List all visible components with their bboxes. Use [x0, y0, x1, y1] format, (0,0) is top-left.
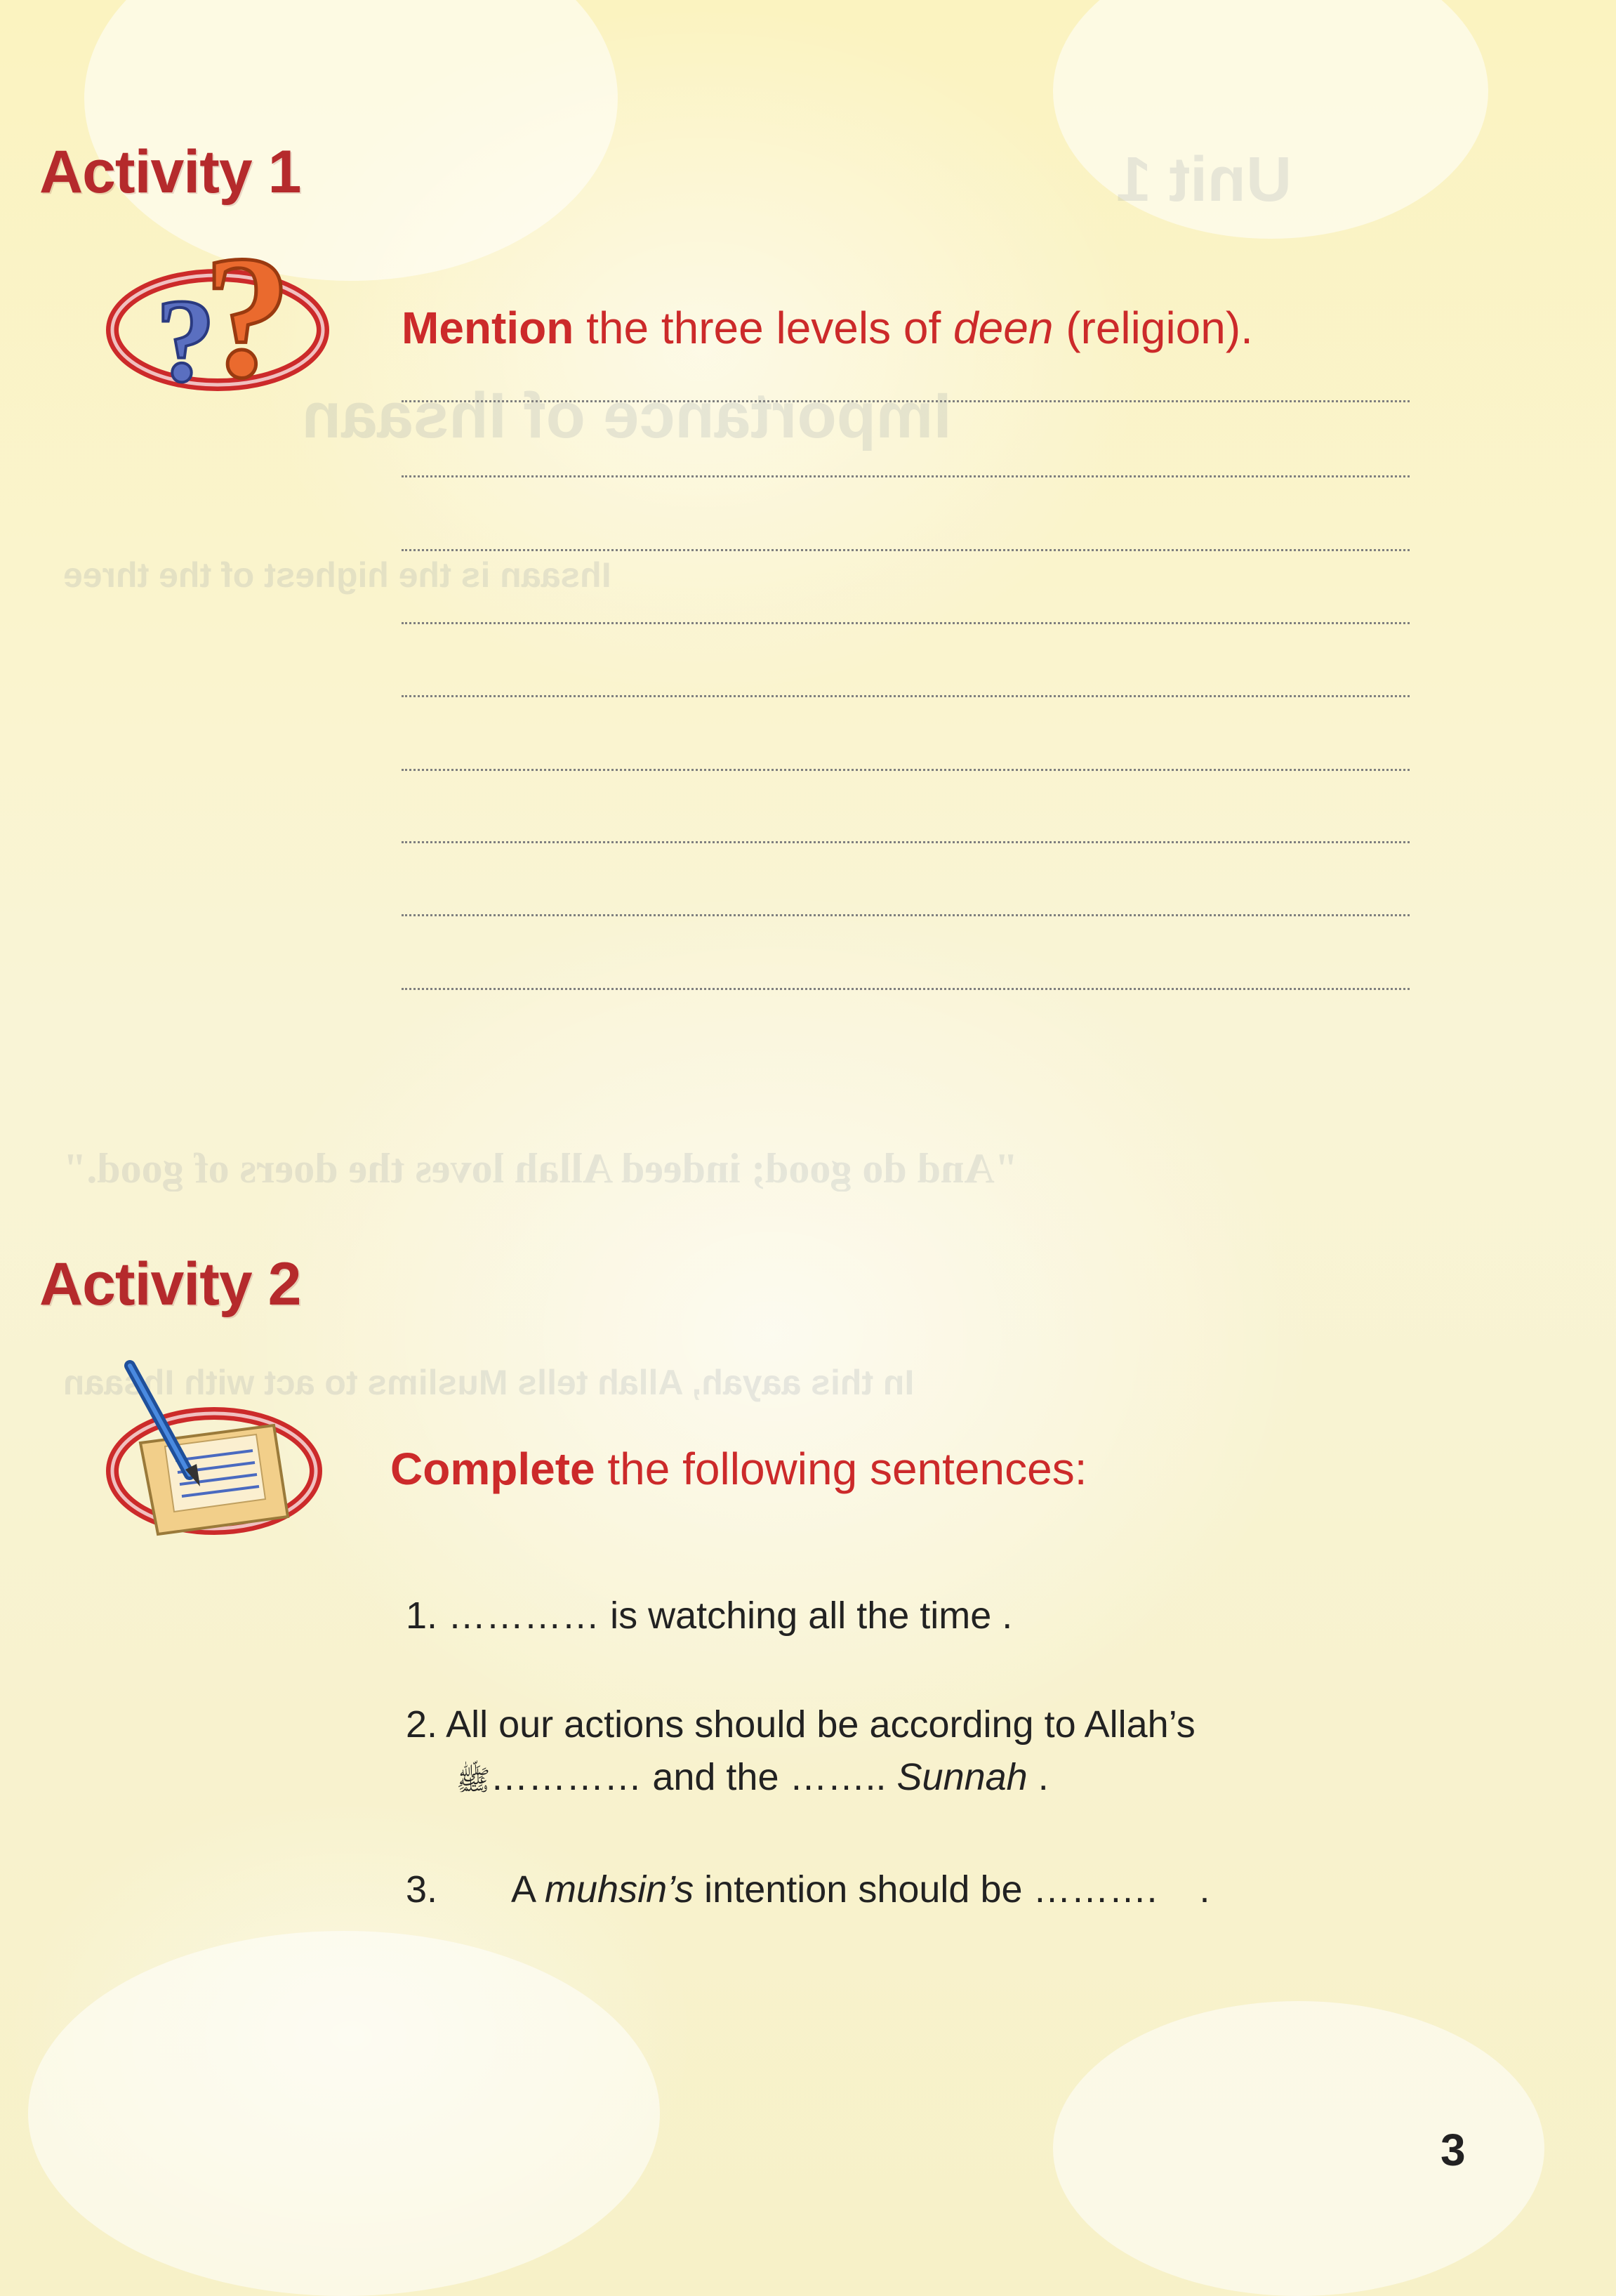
bleed-through-decoration: "And do good; indeed Allah loves the doers of good." [63, 1145, 1019, 1192]
background-cloud [28, 1931, 660, 2296]
sentence-text-end: intention should be ………. . [694, 1868, 1210, 1911]
honorific-glyph: ﷺ [456, 1764, 491, 1797]
answer-line[interactable] [402, 475, 1410, 477]
bleed-through-decoration: Unit 1 [1116, 145, 1292, 215]
activity-1-heading-number: 1 [267, 138, 301, 206]
activity-2-heading-number: 2 [267, 1251, 301, 1318]
activity-1-heading-word: Activity [39, 138, 252, 206]
sentence-text: All our actions should be according to Allah’s [446, 1703, 1196, 1746]
background-cloud [1053, 2001, 1544, 2296]
activity-2-heading-word: Activity [39, 1251, 252, 1318]
instruction-italic-term: deen [953, 303, 1054, 353]
sentence-3 [406, 1868, 1210, 1911]
sentence-number: 2. [406, 1703, 438, 1746]
sentence-number: 1. [406, 1595, 438, 1637]
sentence-italic-term: Sunnah [896, 1756, 1028, 1798]
sentence-text: ………… is watching all the time . [448, 1595, 1013, 1637]
answer-line[interactable] [402, 841, 1410, 843]
svg-text:?: ? [204, 225, 291, 400]
answer-line[interactable] [402, 988, 1410, 990]
bleed-through-decoration: In this aayah, Allah tells Muslims to act with Ihsaan [63, 1363, 915, 1402]
pen-and-paper-icon [98, 1359, 323, 1555]
activity-1-heading [39, 138, 300, 207]
activity-1-instruction [402, 302, 1253, 354]
instruction-text-end: (religion). [1053, 303, 1253, 353]
sentence-number: 3. [406, 1868, 438, 1911]
answer-line[interactable] [402, 914, 1410, 916]
question-marks-icon [105, 225, 330, 400]
answer-line[interactable] [402, 695, 1410, 697]
activity-2-instruction [390, 1443, 1087, 1495]
instruction-text: the three levels of [574, 303, 954, 353]
answer-line[interactable] [402, 549, 1410, 551]
sentence-1 [406, 1594, 1012, 1637]
bleed-through-decoration: Ihsaan is the highest of the three [63, 555, 611, 595]
answer-line[interactable] [402, 769, 1410, 771]
sentence-text-end: . [1027, 1756, 1049, 1798]
answer-line[interactable] [402, 622, 1410, 624]
sentence-text: ………… and the …….. [490, 1756, 897, 1798]
instruction-keyword: Complete [390, 1444, 595, 1494]
sentence-2 [406, 1703, 1196, 1746]
sentence-italic-term: muhsin’s [545, 1868, 694, 1911]
svg-text:?: ? [156, 275, 216, 400]
sentence-text: A [511, 1868, 545, 1911]
page-number: 3 [1441, 2125, 1466, 2175]
activity-2-heading [39, 1250, 300, 1319]
instruction-keyword: Mention [402, 303, 574, 353]
instruction-text: the following sentences: [595, 1444, 1087, 1494]
sentence-2-continued [456, 1755, 1049, 1804]
bleed-through-decoration: Importance of Ihsaan [302, 380, 952, 451]
answer-line[interactable] [402, 400, 1410, 402]
